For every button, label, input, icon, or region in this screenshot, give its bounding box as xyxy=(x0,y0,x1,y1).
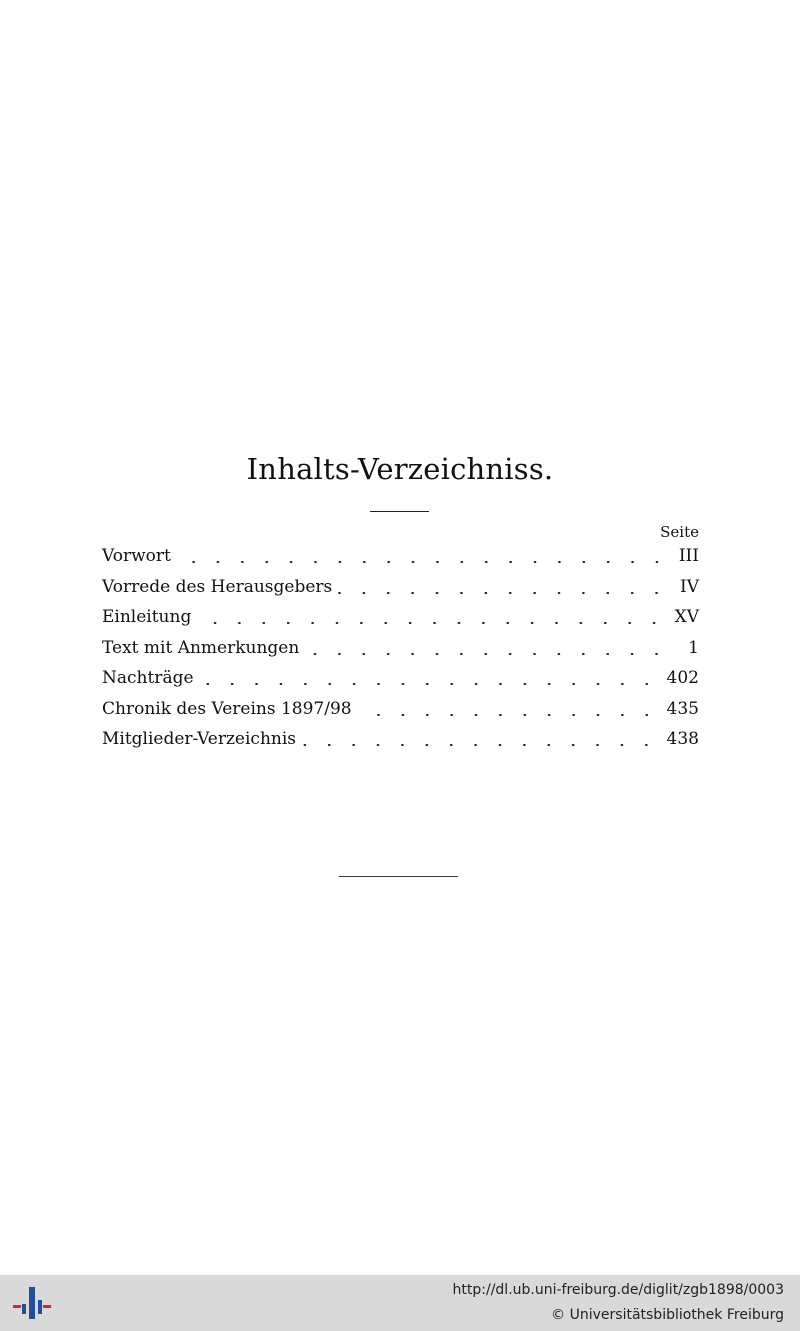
toc-entry-title: Mitglieder-Verzeichnis xyxy=(102,729,302,749)
dot-leader xyxy=(177,561,669,563)
toc-entry-title: Text mit Anmerkungen xyxy=(102,638,305,658)
toc-entry-page: 435 xyxy=(659,699,699,719)
dot-leader xyxy=(338,592,669,594)
toc-entry-page: XV xyxy=(667,607,699,627)
copyright-text: © Universitätsbibliothek Freiburg xyxy=(551,1307,784,1323)
dot-leader xyxy=(305,653,669,655)
dot-leader xyxy=(200,683,659,685)
table-of-contents xyxy=(102,541,699,755)
toc-entry-title: Vorwort xyxy=(102,546,177,566)
toc-entry-page: 438 xyxy=(659,729,699,749)
ub-freiburg-logo-icon[interactable] xyxy=(12,1283,52,1323)
library-footer xyxy=(0,1275,800,1331)
dot-leader xyxy=(197,622,666,624)
toc-entry xyxy=(102,572,699,603)
toc-entry xyxy=(102,694,699,725)
toc-entry xyxy=(102,663,699,694)
toc-entry xyxy=(102,602,699,633)
toc-entry xyxy=(102,724,699,755)
toc-entry-title: Nachträge xyxy=(102,668,200,688)
toc-entry-page: IV xyxy=(669,577,699,597)
dot-leader xyxy=(302,744,659,746)
dot-leader xyxy=(358,714,659,716)
toc-entry-title: Chronik des Vereins 1897/98 xyxy=(102,699,358,719)
toc-entry xyxy=(102,633,699,664)
page-title: Inhalts-Verzeichniss. xyxy=(246,452,554,486)
document-url-link[interactable]: http://dl.ub.uni-freiburg.de/diglit/zgb1898/0003 xyxy=(452,1282,784,1298)
toc-entry-title: Vorrede des Herausgebers xyxy=(102,577,338,597)
end-divider xyxy=(339,876,458,877)
toc-entry xyxy=(102,541,699,572)
toc-entry-page: 1 xyxy=(669,638,699,658)
page-column-header: Seite xyxy=(660,523,699,541)
toc-entry-page: 402 xyxy=(659,668,699,688)
toc-entry-page: III xyxy=(669,546,699,566)
toc-entry-title: Einleitung xyxy=(102,607,197,627)
title-divider xyxy=(370,511,429,512)
